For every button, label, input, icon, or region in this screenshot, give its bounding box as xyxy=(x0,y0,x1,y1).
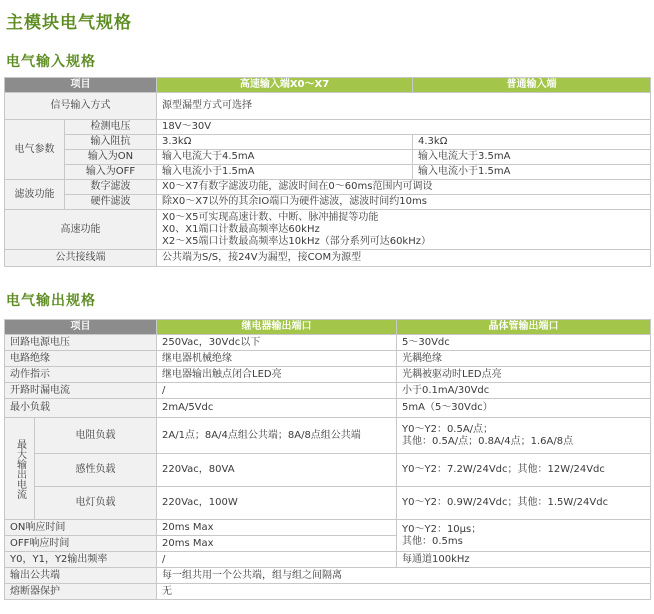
cell-value: 3.3kΩ xyxy=(157,135,413,150)
group-label-max-output-current: 最大输出电流 xyxy=(5,418,35,520)
cell-transistor: 5～30Vdc xyxy=(397,335,651,351)
cell-transistor: 5mA（5～30Vdc） xyxy=(397,399,651,418)
cell-transistor: 光耦绝缘 xyxy=(397,351,651,367)
row-label: 数字滤波 xyxy=(65,180,157,195)
row-label: 输出公共端 xyxy=(5,568,157,584)
table-header-row xyxy=(5,320,651,335)
row-label: 熔断器保护 xyxy=(5,584,157,600)
table-header-row xyxy=(5,78,651,93)
table-row xyxy=(5,367,651,383)
row-label: 输入为OFF xyxy=(65,165,157,180)
cell-value: 18V～30V xyxy=(157,120,651,135)
table-row xyxy=(5,520,651,536)
input-section-title: 电气输入规格 xyxy=(6,54,96,70)
table-row xyxy=(5,195,651,210)
cell-relay: 20ms Max xyxy=(157,536,397,552)
cell-value: X0～X7有数字滤波功能，滤波时间在0～60ms范围内可调设 xyxy=(157,180,651,195)
input-spec-table xyxy=(4,77,651,267)
row-label: OFF响应时间 xyxy=(5,536,157,552)
cell-value: 除X0～X7以外的其余IO端口为硬件滤波，滤波时间约10ms xyxy=(157,195,651,210)
table-row xyxy=(5,418,651,454)
cell-transistor xyxy=(397,418,651,454)
row-label: 开路时漏电流 xyxy=(5,383,157,399)
cell-value: 公共端为S/S，接24V为漏型，接COM为源型 xyxy=(157,250,651,267)
row-label: 硬件滤波 xyxy=(65,195,157,210)
table-row xyxy=(5,135,651,150)
cell-value: 输入电流大于4.5mA xyxy=(157,150,413,165)
cell-transistor xyxy=(397,520,651,552)
main-title: 主模块电气规格 xyxy=(6,13,132,33)
header-transistor-output: 晶体管输出端口 xyxy=(397,320,651,335)
header-relay-output: 继电器输出端口 xyxy=(157,320,397,335)
header-item: 项目 xyxy=(5,320,157,335)
group-label: 滤波功能 xyxy=(5,180,65,210)
cell-transistor: Y0～Y2：7.2W/24Vdc；其他：12W/24Vdc xyxy=(397,454,651,487)
cell-value: 4.3kΩ xyxy=(413,135,651,150)
cell-value: 无 xyxy=(157,584,651,600)
highspeed-line: X0～X5可实现高速计数、中断、脉冲捕捉等功能 xyxy=(162,211,379,223)
cell-value: 源型漏型方式可选择 xyxy=(157,93,651,120)
row-label: 检测电压 xyxy=(65,120,157,135)
cell-line: Y0～Y2：10μs； xyxy=(402,523,482,535)
cell-relay: 2mA/5Vdc xyxy=(157,399,397,418)
table-row xyxy=(5,487,651,520)
table-row xyxy=(5,180,651,195)
cell-relay: 继电器输出触点闭合LED亮 xyxy=(157,367,397,383)
table-row xyxy=(5,399,651,418)
table-row xyxy=(5,454,651,487)
table-row xyxy=(5,584,651,600)
table-row xyxy=(5,568,651,584)
table-row xyxy=(5,150,651,165)
table-row xyxy=(5,351,651,367)
table-row xyxy=(5,210,651,250)
cell-line: 其他：0.5ms xyxy=(402,535,463,547)
table-row xyxy=(5,552,651,568)
row-label: 高速功能 xyxy=(5,210,157,250)
row-label: ON响应时间 xyxy=(5,520,157,536)
cell-line: Y0～Y2：0.5A/点； xyxy=(402,423,494,435)
table-row xyxy=(5,93,651,120)
cell-value xyxy=(157,210,651,250)
cell-relay: 20ms Max xyxy=(157,520,397,536)
cell-relay: 2A/1点；8A/4点组公共端；8A/8点组公共端 xyxy=(157,418,397,454)
row-label: 公共接线端 xyxy=(5,250,157,267)
cell-relay: 220Vac，100W xyxy=(157,487,397,520)
cell-value: 每一组共用一个公共端，组与组之间隔离 xyxy=(157,568,651,584)
header-normal-input: 普通输入端 xyxy=(413,78,651,93)
header-high-speed-input: 高速输入端X0～X7 xyxy=(157,78,413,93)
table-row xyxy=(5,335,651,351)
cell-relay: / xyxy=(157,383,397,399)
table-row xyxy=(5,165,651,180)
cell-transistor: Y0～Y2：0.9W/24Vdc；其他：1.5W/24Vdc xyxy=(397,487,651,520)
highspeed-line: X0、X1端口计数最高频率达60kHz xyxy=(162,223,320,235)
group-label: 电气参数 xyxy=(5,120,65,180)
table-row xyxy=(5,120,651,135)
row-label: 输入阻抗 xyxy=(65,135,157,150)
row-label: 电路绝缘 xyxy=(5,351,157,367)
row-label: 最小负载 xyxy=(5,399,157,418)
cell-relay: 250Vac，30Vdc以下 xyxy=(157,335,397,351)
row-label: 电阻负载 xyxy=(35,418,157,454)
output-section-title: 电气输出规格 xyxy=(6,293,96,309)
cell-value: 输入电流大于3.5mA xyxy=(413,150,651,165)
table-row xyxy=(5,250,651,267)
highspeed-line: X2～X5端口计数最高频率达10kHz（部分系列可达60kHz） xyxy=(162,235,431,247)
row-label: 信号输入方式 xyxy=(5,93,157,120)
row-label: Y0，Y1，Y2输出频率 xyxy=(5,552,157,568)
row-label: 输入为ON xyxy=(65,150,157,165)
row-label: 电灯负载 xyxy=(35,487,157,520)
cell-relay: / xyxy=(157,552,397,568)
cell-transistor: 光耦被驱动时LED点亮 xyxy=(397,367,651,383)
row-label: 回路电源电压 xyxy=(5,335,157,351)
cell-line: 其他：0.5A/点；0.8A/4点；1.6A/8点 xyxy=(402,435,574,447)
table-row xyxy=(5,383,651,399)
cell-relay: 继电器机械绝缘 xyxy=(157,351,397,367)
row-label: 动作指示 xyxy=(5,367,157,383)
cell-transistor: 每通道100kHz xyxy=(397,552,651,568)
cell-relay: 220Vac，80VA xyxy=(157,454,397,487)
cell-value: 输入电流小于1.5mA xyxy=(413,165,651,180)
output-spec-table xyxy=(4,319,651,600)
header-item: 项目 xyxy=(5,78,157,93)
cell-transistor: 小于0.1mA/30Vdc xyxy=(397,383,651,399)
cell-value: 输入电流小于1.5mA xyxy=(157,165,413,180)
row-label: 感性负载 xyxy=(35,454,157,487)
